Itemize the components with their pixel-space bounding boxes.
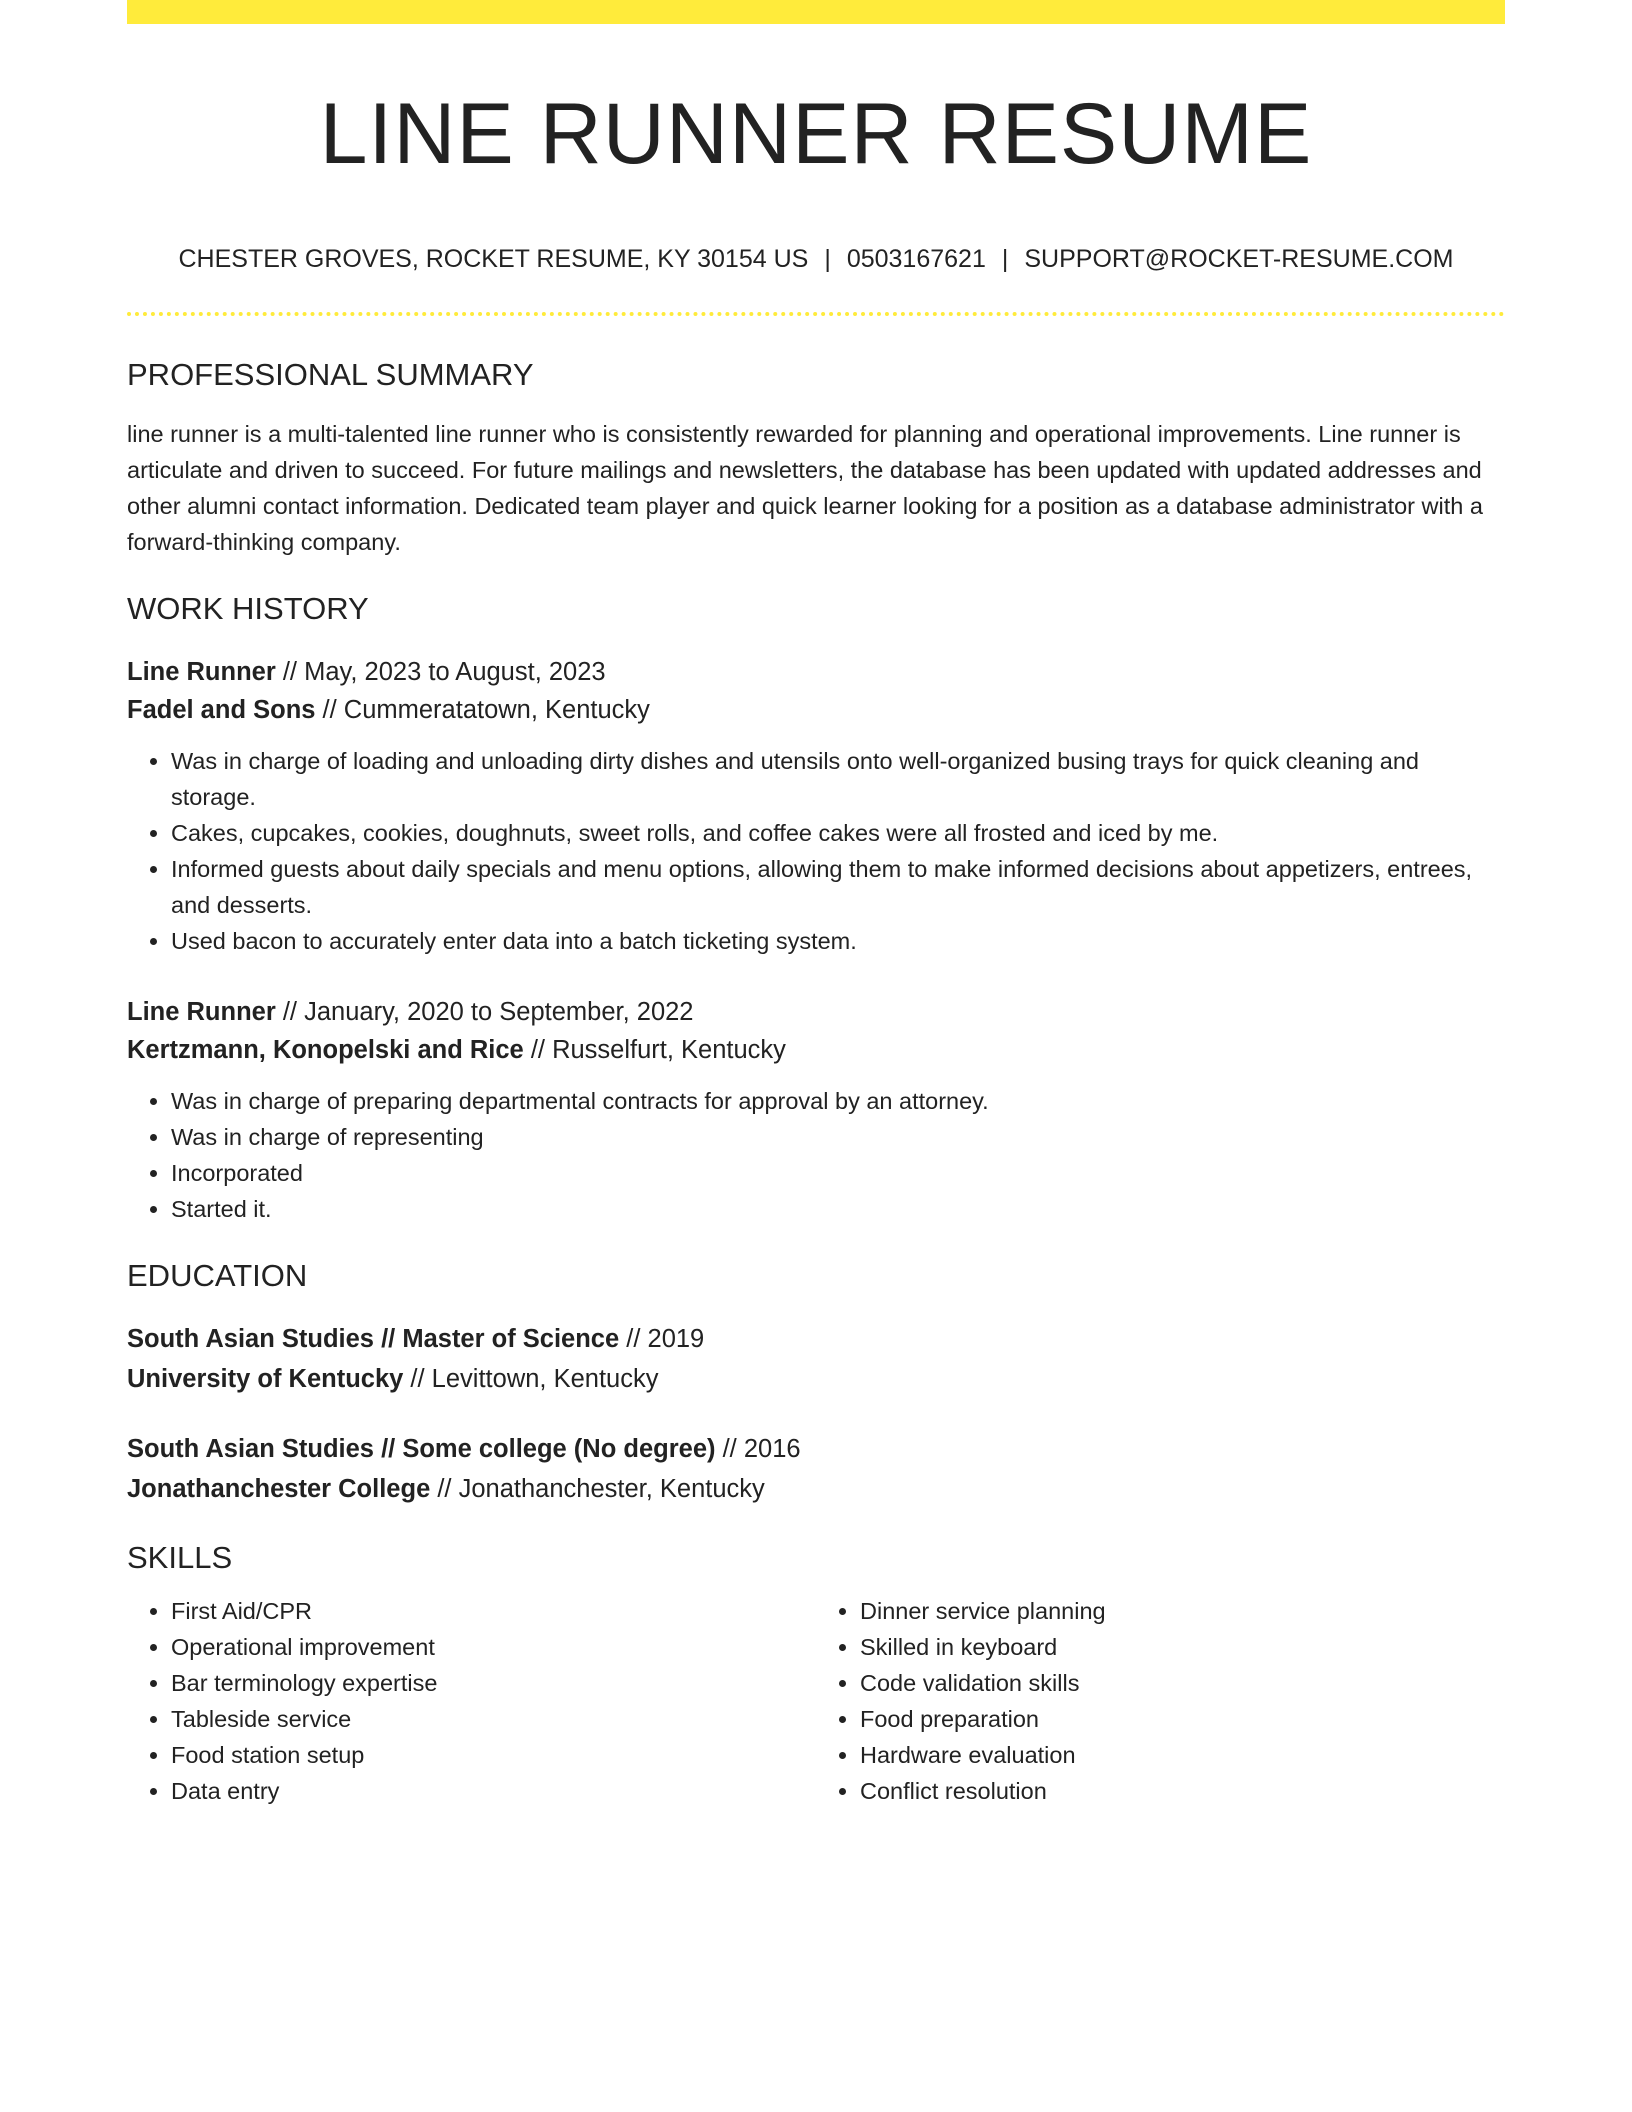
education-degree: South Asian Studies // Master of Science [127, 1325, 620, 1353]
skills-heading: SKILLS [127, 1540, 233, 1575]
contact-address: CHESTER GROVES, ROCKET RESUME, KY 30154 US [178, 245, 809, 273]
list-item: • Food preparation [860, 1701, 1505, 1737]
contact-separator: | [824, 245, 831, 273]
education-entry [127, 1319, 1505, 1399]
contact-line [127, 244, 1505, 274]
top-accent-bar [127, 0, 1505, 24]
education-degree-line [127, 1319, 1505, 1359]
contact-phone: 0503167621 [846, 245, 986, 273]
job-dates: // May, 2023 to August, 2023 [275, 658, 606, 686]
list-item: • Was in charge of loading and unloading dirty dishes and utensils onto well-organized busing trays for quick cleaning and storage. [171, 743, 1505, 815]
education-school: Jonathanchester College [127, 1475, 431, 1503]
job-entry [127, 653, 1505, 959]
job-bullets [127, 743, 1505, 959]
list-item: • Was in charge of representing [171, 1119, 1505, 1155]
list-item: • Data entry [171, 1773, 816, 1809]
education-heading: EDUCATION [127, 1258, 308, 1293]
job-company-line [127, 691, 1505, 729]
job-company-line [127, 1031, 1505, 1069]
list-item: • Was in charge of preparing departmental contracts for approval by an attorney. [171, 1083, 1505, 1119]
education-school-line [127, 1359, 1505, 1399]
list-item: • Used bacon to accurately enter data into a batch ticketing system. [171, 923, 1505, 959]
job-bullets [127, 1083, 1505, 1227]
education-year: // 2019 [619, 1325, 705, 1353]
list-item: • Informed guests about daily specials and menu options, allowing them to make informed decisions about appetizers, entrees, and desserts. [171, 851, 1505, 923]
job-company: Kertzmann, Konopelski and Rice [127, 1036, 524, 1064]
skills-column-right [816, 1593, 1505, 1809]
job-location: // Cummeratatown, Kentucky [315, 696, 650, 724]
resume-page [127, 0, 1505, 1809]
list-item: • Started it. [171, 1191, 1505, 1227]
education-degree-line [127, 1429, 1505, 1469]
list-item: • Operational improvement [171, 1629, 816, 1665]
list-item: • Dinner service planning [860, 1593, 1505, 1629]
education-location: // Levittown, Kentucky [403, 1365, 659, 1393]
skills-grid [127, 1593, 1505, 1809]
job-location: // Russelfurt, Kentucky [523, 1036, 786, 1064]
contact-separator: | [1001, 245, 1009, 273]
list-item: • Bar terminology expertise [171, 1665, 816, 1701]
list-item: • Food station setup [171, 1737, 816, 1773]
dotted-divider [127, 312, 1505, 316]
list-item: • Conflict resolution [860, 1773, 1505, 1809]
list-item: • Tableside service [171, 1701, 816, 1737]
education-location: // Jonathanchester, Kentucky [430, 1475, 765, 1503]
job-title: Line Runner [127, 998, 276, 1026]
job-title: Line Runner [127, 658, 276, 686]
job-title-line [127, 653, 1505, 691]
list-item: • Hardware evaluation [860, 1737, 1505, 1773]
job-dates: // January, 2020 to September, 2022 [275, 998, 694, 1026]
list-item: • Code validation skills [860, 1665, 1505, 1701]
education-degree: South Asian Studies // Some college (No degree) [127, 1435, 716, 1463]
education-entry [127, 1429, 1505, 1509]
job-title-line [127, 993, 1505, 1031]
education-school: University of Kentucky [127, 1365, 404, 1393]
contact-email[interactable]: SUPPORT@ROCKET-RESUME.COM [1024, 245, 1454, 273]
list-item: • Incorporated [171, 1155, 1505, 1191]
skills-column-left [127, 1593, 816, 1809]
list-item: • First Aid/CPR [171, 1593, 816, 1629]
job-entry [127, 993, 1505, 1227]
summary-text: line runner is a multi-talented line runner who is consistently rewarded for planning and operational improvements. Line runner is articulate and driven to succeed. For future mailings and newsletters, the database has been updated with updated addresses and other alumni contact information. Dedicated team player and quick learner looking for a position as a database administrator with a forward-thinking company. [127, 421, 1483, 555]
summary-heading: PROFESSIONAL SUMMARY [127, 357, 534, 392]
work-history-heading: WORK HISTORY [127, 591, 369, 626]
list-item: • Cakes, cupcakes, cookies, doughnuts, sweet rolls, and coffee cakes were all frosted and iced by me. [171, 815, 1505, 851]
list-item: • Skilled in keyboard [860, 1629, 1505, 1665]
resume-title: LINE RUNNER RESUME [319, 86, 1313, 182]
job-company: Fadel and Sons [127, 696, 316, 724]
education-year: // 2016 [715, 1435, 801, 1463]
education-school-line [127, 1469, 1505, 1509]
